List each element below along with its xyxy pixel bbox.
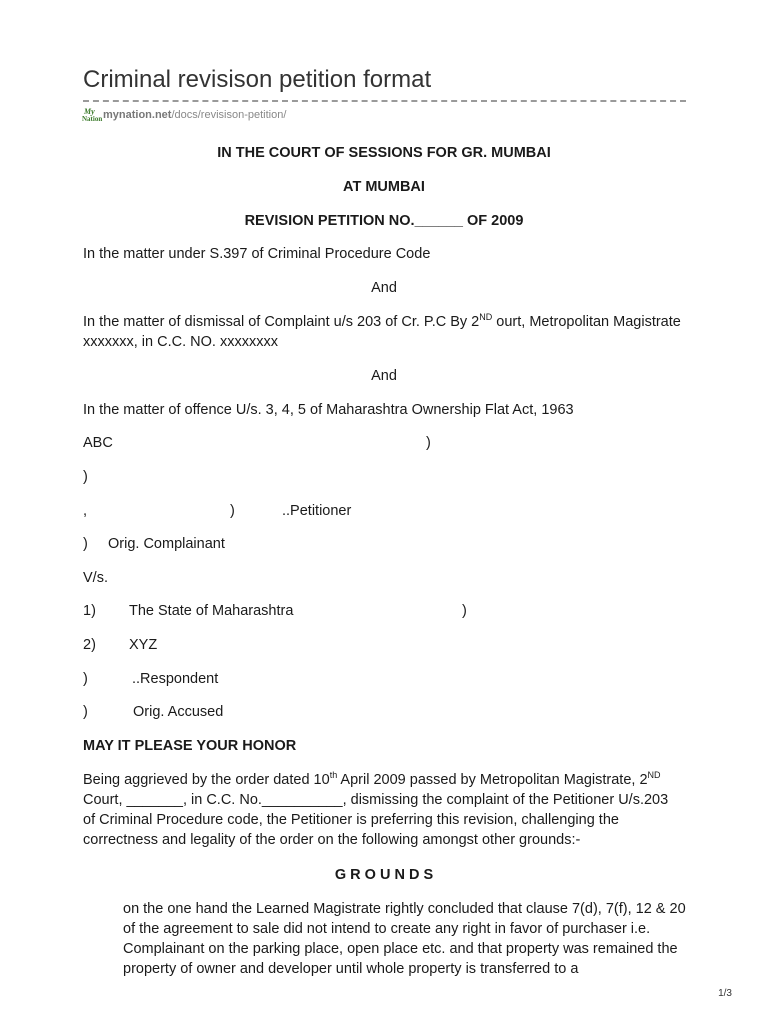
bracket: ) [462, 603, 467, 619]
bracket: ) [83, 671, 88, 687]
matter-offence: In the matter of offence U/s. 3, 4, 5 of Maharashtra Ownership Flat Act, 1963 [83, 402, 574, 418]
matter-dismissal: In the matter of dismissal of Complaint u/s 203 of Cr. P.C By 2ND ourt, Metropolitan Magistrate xxxxxxx, in C.C. NO. xxxxxxxx [83, 312, 681, 350]
aggrieved-paragraph: Being aggrieved by the order dated 10th April 2009 passed by Metropolitan Magistrate, 2ND Court, _______, in C.C. No.__________, dismissing the complaint of the Petitioner U/s.203 of Criminal Procedure code, the Petitioner is preferring this revision, challenging the correctness and legality of the order on the following amongst other grounds:- [83, 770, 669, 848]
salutation: MAY IT PLEASE YOUR HONOR [83, 738, 297, 754]
bracket: ) [83, 469, 88, 485]
respondent-1-name: The State of Maharashtra [129, 603, 294, 619]
url-path[interactable]: /docs/revisison-petition/ [171, 109, 287, 121]
and-separator-1: And [371, 280, 397, 296]
petition-number: REVISION PETITION NO.______ OF 2009 [244, 213, 524, 229]
source-url[interactable] [103, 109, 286, 121]
respondent-2-number: 2) [83, 637, 96, 653]
bracket: ) [230, 503, 235, 519]
respondent-label: ..Respondent [132, 671, 219, 687]
ground-1-paragraph: on the one hand the Learned Magistrate rightly concluded that clause 7(d), 7(f), 12 & 20 of the agreement to sale did not intend to create any right in favor of purchaser i.e. Complainant on the parking place, open place etc. and that property was remained the property of owner and developer until whole property is transferred to a [123, 901, 686, 977]
versus: V/s. [83, 570, 108, 586]
title-divider [83, 100, 686, 102]
party-name: ABC [83, 435, 113, 451]
place-heading: AT MUMBAI [343, 179, 425, 195]
url-domain[interactable]: mynation.net [103, 109, 172, 121]
bracket: ) [83, 704, 88, 720]
court-heading: IN THE COURT OF SESSIONS FOR GR. MUMBAI [217, 145, 551, 161]
comma: , [83, 503, 88, 519]
orig-accused-label: Orig. Accused [133, 704, 224, 720]
page-number: 1/3 [718, 988, 732, 999]
respondent-2-name: XYZ [129, 637, 158, 653]
petitioner-label: ..Petitioner [282, 503, 352, 519]
page-title: Criminal revisison petition format [83, 66, 432, 93]
orig-complainant-label: Orig. Complainant [108, 536, 225, 552]
mynation-logo: My Nation [82, 107, 103, 123]
bracket: ) [83, 536, 88, 552]
grounds-heading: G R O U N D S [334, 867, 434, 883]
matter-statute: In the matter under S.397 of Criminal Procedure Code [83, 246, 431, 262]
respondent-1-number: 1) [83, 603, 96, 619]
bracket: ) [426, 435, 431, 451]
and-separator-2: And [371, 368, 397, 384]
